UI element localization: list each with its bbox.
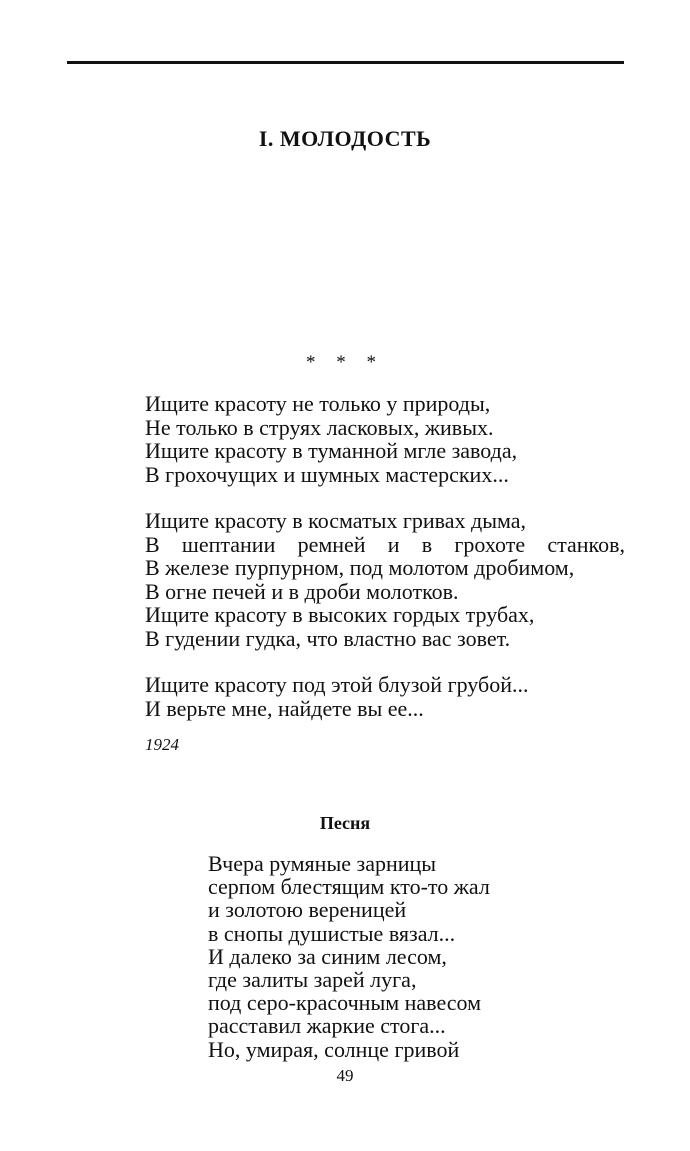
poem-line: В шептании ремней и в грохоте станков, — [145, 531, 625, 557]
poem-line: Ищите красоту не только у природы, — [145, 391, 491, 416]
poem-line: Ищите красоту в туманной мгле завода, — [145, 438, 518, 463]
stanza-1 — [145, 392, 625, 486]
poem-song — [208, 852, 538, 1061]
poem-line: расставил жаркие стога... — [208, 1013, 446, 1039]
asterisk-separator: * * * — [306, 352, 384, 373]
poem-line: Но, умирая, солнце гривой — [208, 1036, 460, 1062]
poem-title: Песня — [319, 813, 371, 833]
section-title: I. МОЛОДОСТЬ — [258, 126, 432, 151]
poem-line: в снопы душистые вязал... — [208, 920, 456, 946]
poem-line: и золотою вереницей — [208, 897, 407, 923]
poem-line: И далеко за синим лесом, — [208, 943, 447, 969]
poem-line: В железе пурпурном, под молотом дробимом, — [145, 555, 575, 580]
poem-line: Ищите красоту под этой блузой грубой... — [145, 672, 529, 697]
poem-line: Ищите красоту в косматых гривах дыма, — [145, 508, 527, 533]
page-number: 49 — [336, 1066, 354, 1085]
poem-line: где залиты зарей луга, — [208, 967, 417, 993]
poem-line: В грохочущих и шумных мастерских... — [145, 461, 509, 487]
poem-line: Не только в струях ласковых, живых. — [145, 414, 494, 440]
poem-untitled — [145, 392, 625, 743]
stanza-2 — [145, 509, 625, 650]
poem-year: 1924 — [145, 735, 179, 754]
stanza-3 — [145, 673, 625, 720]
poem-line: В огне печей и в дроби молотков. — [145, 578, 459, 604]
poem-line: под серо-красочным навесом — [208, 990, 482, 1016]
poem-line: серпом блестящим кто-то жал — [208, 874, 490, 900]
poem-line: В гудении гудка, что властно вас зовет. — [145, 625, 511, 651]
top-rule — [67, 61, 624, 64]
poem-line: И верьте мне, найдете вы ее... — [145, 695, 424, 721]
poem-line: Вчера румяные зарницы — [208, 851, 437, 876]
poem-line: Ищите красоту в высоких гордых трубах, — [145, 602, 535, 627]
